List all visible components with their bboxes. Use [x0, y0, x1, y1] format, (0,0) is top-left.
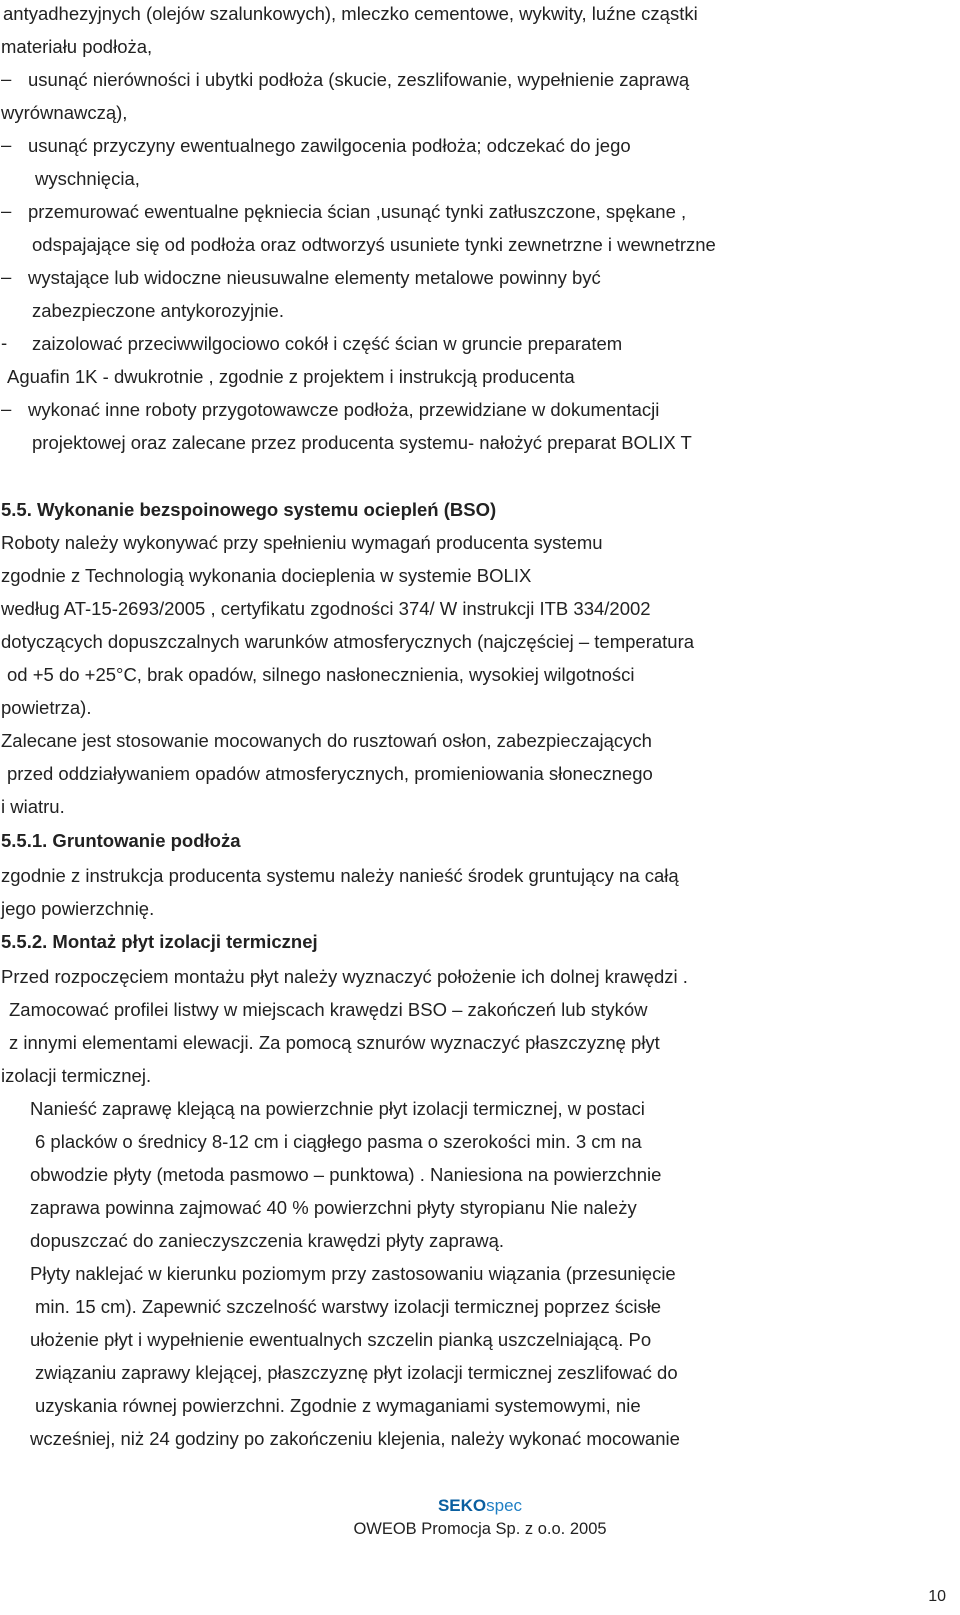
text-line: Zamocować profilei listwy w miejscach krawędzi BSO – zakończeń lub styków — [9, 999, 648, 1020]
text-line: materiału podłoża, — [1, 36, 153, 57]
page-number: 10 — [928, 1588, 946, 1605]
text-line: według AT-15-2693/2005 , certyfikatu zgodności 374/ W instrukcji ITB 334/2002 — [1, 598, 651, 619]
text-line: min. 15 cm). Zapewnić szczelność warstwy izolacji termicznej poprzez ścisłe — [35, 1296, 662, 1317]
text-line: izolacji termicznej. — [1, 1065, 152, 1086]
list-dash: – — [1, 68, 12, 89]
text-line: jego powierzchnię. — [1, 898, 155, 919]
text-line: zaizolować przeciwwilgociowo cokół i część ścian w gruncie preparatem — [32, 333, 623, 354]
text-line: usunąć nierówności i ubytki podłoża (skucie, zeszlifowanie, wypełnienie zaprawą — [28, 69, 690, 90]
section-heading: 5.5.2. Montaż płyt izolacji termicznej — [1, 931, 318, 952]
text-line: Przed rozpoczęciem montażu płyt należy wyznaczyć położenie ich dolnej krawędzi . — [1, 966, 688, 987]
text-line: Aguafin 1K - dwukrotnie , zgodnie z projektem i instrukcją producenta — [7, 366, 575, 387]
text-line: od +5 do +25°C, brak opadów, silnego nasłonecznienia, wysokiej wilgotności — [7, 664, 635, 685]
text-line: antyadhezyjnych (olejów szalunkowych), mleczko cementowe, wykwity, luźne cząstki — [3, 3, 698, 24]
text-line: odspajające się od podłoża oraz odtworzyś usuniete tynki zewnetrzne i wewnetrzne — [32, 234, 716, 255]
text-line: powietrza). — [1, 697, 92, 718]
text-line: zgodnie z Technologią wykonania docieplenia w systemie BOLIX — [1, 565, 532, 586]
list-dash: – — [1, 134, 12, 155]
text-line: projektowej oraz zalecane przez producenta systemu- nałożyć preparat BOLIX T — [32, 432, 692, 453]
text-line: wystające lub widoczne nieusuwalne elementy metalowe powinny być — [28, 267, 601, 288]
text-line: wyrównawczą), — [1, 102, 128, 123]
text-line: Nanieść zaprawę klejącą na powierzchnie płyt izolacji termicznej, w postaci — [30, 1098, 645, 1119]
text-line: wcześniej, niż 24 godziny po zakończeniu klejenia, należy wykonać mocowanie — [30, 1428, 680, 1449]
text-line: i wiatru. — [1, 796, 65, 817]
section-heading: 5.5.1. Gruntowanie podłoża — [1, 830, 241, 851]
list-dash: - — [1, 332, 8, 353]
text-line: związaniu zaprawy klejącej, płaszczyznę płyt izolacji termicznej zeszlifować do — [35, 1362, 678, 1383]
footer-company: OWEOB Promocja Sp. z o.o. 2005 — [353, 1520, 607, 1538]
text-line: wykonać inne roboty przygotowawcze podłoża, przewidziane w dokumentacji — [28, 399, 660, 420]
text-line: dopuszczać do zanieczyszczenia krawędzi płyty zaprawą. — [30, 1230, 505, 1251]
section-heading: 5.5. Wykonanie bezspoinowego systemu ociepleń (BSO) — [1, 499, 497, 520]
list-dash: – — [1, 266, 12, 287]
text-line: przemurować ewentualne pękniecia ścian ,usunąć tynki zatłuszczone, spękane , — [28, 201, 687, 222]
text-line: usunąć przyczyny ewentualnego zawilgocenia podłoża; odczekać do jego — [28, 135, 631, 156]
text-line: Zalecane jest stosowanie mocowanych do rusztowań osłon, zabezpieczających — [1, 730, 652, 751]
text-line: obwodzie płyty (metoda pasmowo – punktowa) . Naniesiona na powierzchnie — [30, 1164, 662, 1185]
text-line: zaprawa powinna zajmować 40 % powierzchni płyty styropianu Nie należy — [30, 1197, 637, 1218]
text-line: Płyty naklejać w kierunku poziomym przy zastosowaniu wiązania (przesunięcie — [30, 1263, 676, 1284]
list-dash: – — [1, 398, 12, 419]
text-line: uzyskania równej powierzchni. Zgodnie z wymaganiami systemowymi, nie — [35, 1395, 641, 1416]
text-line: zabezpieczone antykorozyjnie. — [32, 300, 284, 321]
text-line: ułożenie płyt i wypełnienie ewentualnych szczelin pianką uszczelniającą. Po — [30, 1329, 652, 1350]
text-line: Roboty należy wykonywać przy spełnieniu wymagań producenta systemu — [1, 532, 603, 553]
text-line: zgodnie z instrukcja producenta systemu należy nanieść środek gruntujący na całą — [1, 865, 679, 886]
text-line: przed oddziaływaniem opadów atmosferycznych, promieniowania słonecznego — [7, 763, 653, 784]
text-line: 6 placków o średnicy 8-12 cm i ciągłego pasma o szerokości min. 3 cm na — [35, 1131, 642, 1152]
footer-logo — [0, 1496, 960, 1516]
logo-part-seko: SEKO — [437, 1496, 487, 1515]
text-line: z innymi elementami elewacji. Za pomocą sznurów wyznaczyć płaszczyznę płyt — [9, 1032, 660, 1053]
logo-part-spec: spec — [486, 1496, 523, 1515]
text-line: dotyczących dopuszczalnych warunków atmosferycznych (najczęściej – temperatura — [1, 631, 695, 652]
text-line: wyschnięcia, — [35, 168, 140, 189]
list-dash: – — [1, 200, 12, 221]
